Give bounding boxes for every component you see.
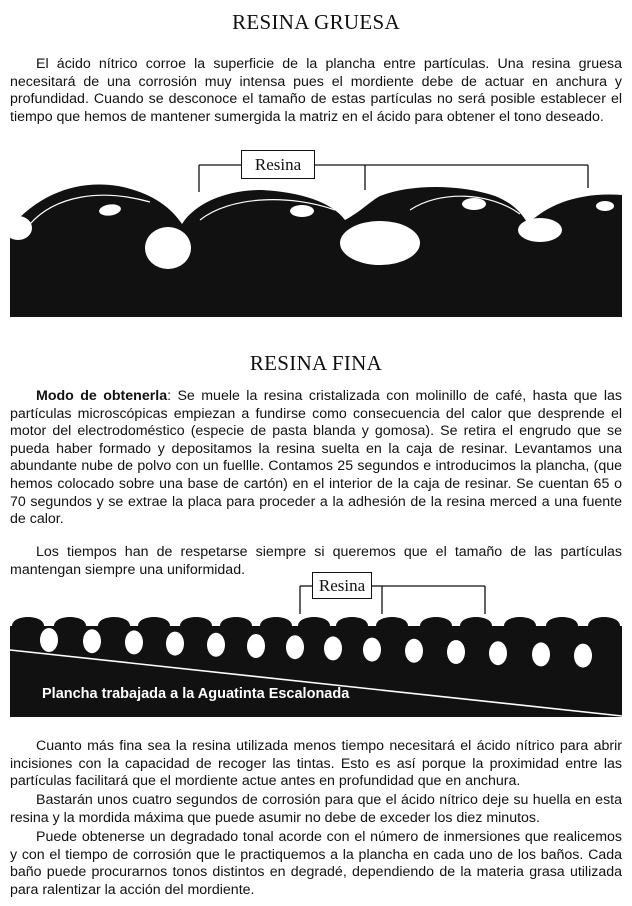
paragraph-closing-3	[10, 829, 622, 899]
etched-pit	[83, 629, 101, 653]
etched-pit	[532, 642, 550, 666]
etched-pit	[207, 633, 225, 657]
section-title-resina-gruesa: RESINA GRUESA	[232, 10, 400, 34]
section-title-resina-fina: RESINA FINA	[249, 351, 383, 375]
resin-label-fine: Resina	[312, 572, 372, 599]
etched-pit	[166, 632, 184, 656]
etched-pit	[447, 640, 465, 664]
coarse-resin-diagram	[0, 140, 632, 320]
etched-pit	[247, 634, 265, 658]
etched-pit	[489, 641, 507, 665]
metal-plate	[10, 622, 622, 717]
etched-pit	[324, 636, 342, 660]
paragraph-closing-1	[10, 738, 622, 791]
paragraph-text: Bastarán unos cuatro segundos de corrosión para que el ácido nítrico deje su huella en esta resina y la mordida máxima que puede asumir no debe de exceder los diez minutos.	[10, 792, 622, 826]
etched-pit	[125, 630, 143, 654]
etched-pit	[286, 635, 304, 659]
paragraph-text: : Se muele la resina cristalizada con molinillo de café, hasta que las partículas microscópicas empiezan a fundirse como consecuencia del calor que desprende el motor del electrodoméstico (especie de pasta blanda y gomosa). Se retira el engrudo que se pueda haber formado y depositamos la resina suelta en la caja de resinar. Levantamos una abundante nube de polvo con un fuellle. Contamos 25 segundos e introducimos la plancha, (que hemos colocado sobre una base de cartón) en el interior de la caja de resinar. Se cuentan 65 o 70 segundos y se extrae la placa para proceder a la adhesión de la resina merced a una fuente de calor.	[10, 388, 622, 528]
paragraph-text: Puede obtenerse un degradado tonal acorde con el número de inmersiones que realicemos y con el tiempo de corrosión que le practiquemos a la plancha en cada uno de los baños. Cada baño puede procurarnos tonos distintos en degradé, dependiendo de la materia grasa utilizada para ralentizar la acción del mordiente.	[10, 829, 622, 898]
diagram-caption: Plancha trabajada a la Aguatinta Escalonada	[42, 686, 350, 702]
etched-pit	[574, 644, 592, 668]
resin-label-coarse: Resina	[241, 150, 315, 179]
paragraph-resina-gruesa	[10, 56, 622, 126]
paragraph-text: Los tiempos han de respetarse siempre si queremos que el tamaño de las partículas mantengan siempre una uniformidad.	[10, 544, 622, 578]
paragraph-text: Cuanto más fina sea la resina utilizada menos tiempo necesitará el ácido nítrico para abrir incisiones con la capacidad de recoger las tintas. Esto es así porque la proximidad entre las partículas facilitará que el mordiente actue antes en profundidad que en anchura.	[10, 738, 622, 790]
etched-pit	[40, 628, 58, 652]
paragraph-text: El ácido nítrico corroe la superficie de la plancha entre partículas. Una resina gruesa necesitará de una corrosión muy intensa pues el mordiente debe de actuar en anchura y profundidad. Cuando se desconoce el tamaño de estas partículas no será posible establecer el tiempo que hemos de mantener sumergida la matriz en el ácido para obtener el tono deseado.	[10, 56, 622, 125]
etched-pit	[363, 638, 381, 662]
paragraph-resina-fina	[10, 388, 622, 529]
paragraph-closing-2	[10, 792, 622, 827]
etched-pit	[405, 639, 423, 663]
paragraph-lead: Modo de obtenerla	[36, 388, 168, 404]
